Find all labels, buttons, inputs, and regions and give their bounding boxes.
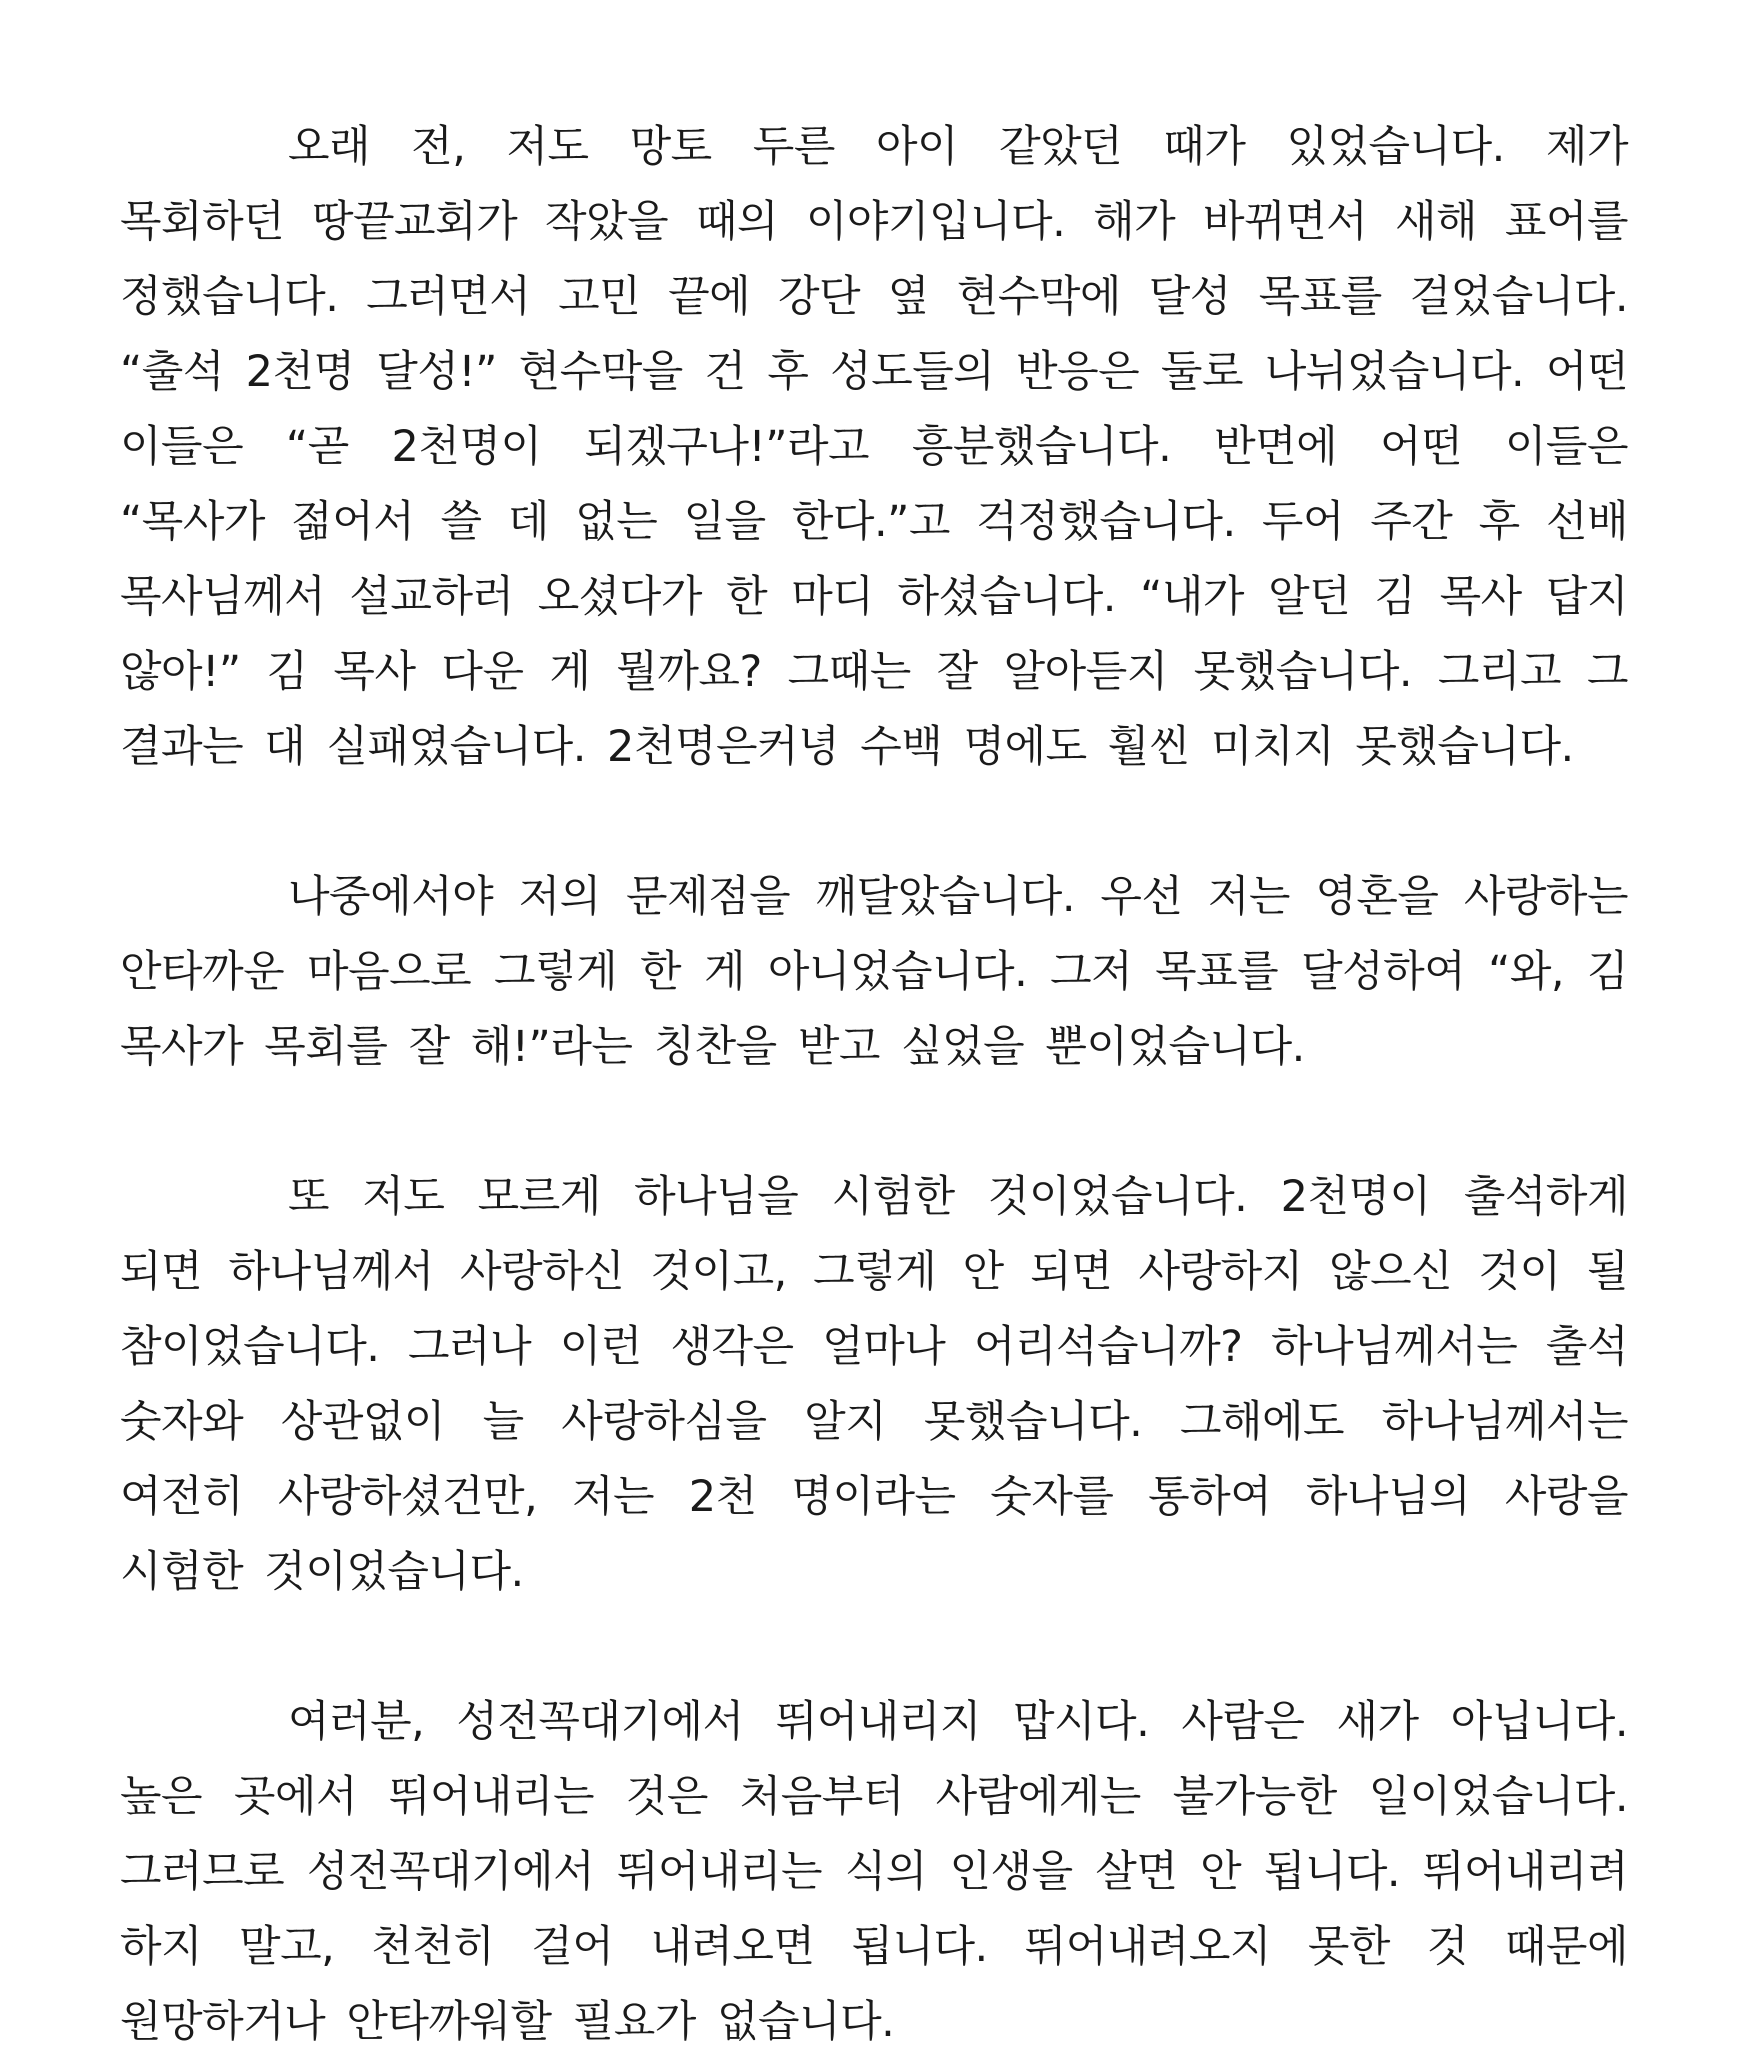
document-page bbox=[120, 110, 1628, 2060]
paragraph-3: 또 저도 모르게 하나님을 시험한 것이었습니다. 2천명이 출석하게 되면 하나님께서 사랑하신 것이고, 그렇게 안 되면 사랑하지 않으신 것이 될 참이었습니다. 그러나 이런 생각은 얼마나 어리석습니까? 하나님께서는 출석 숫자와 상관없이 늘 사랑하심을 알지 못했습니다. 그해에도 하나님께서는 여전히 사랑하셨건만, 저는 2천 명이라는 숫자를 통하여 하나님의 사랑을 시험한 것이었습니다. bbox=[120, 1172, 1628, 1597]
paragraph-1: 오래 전, 저도 망토 두른 아이 같았던 때가 있었습니다. 제가 목회하던 땅끝교회가 작았을 때의 이야기입니다. 해가 바뀌면서 새해 표어를 정했습니다. 그러면서 고민 끝에 강단 옆 현수막에 달성 목표를 걸었습니다. “출석 2천명 달성!” 현수막을 건 후 성도들의 반응은 둘로 나뉘었습니다. 어떤 이들은 “곧 2천명이 되겠구나!”라고 흥분했습니다. 반면에 어떤 이들은 “목사가 젊어서 쓸 데 없는 일을 한다.”고 걱정했습니다. 두어 주간 후 선배 목사님께서 설교하러 오셨다가 한 마디 하셨습니다. “내가 알던 김 목사 답지 않아!” 김 목사 다운 게 뭘까요? 그때는 잘 알아듣지 못했습니다. 그리고 그 결과는 대 실패였습니다. 2천명은커녕 수백 명에도 훨씬 미치지 못했습니다. bbox=[120, 122, 1628, 772]
paragraph-2: 나중에서야 저의 문제점을 깨달았습니다. 우선 저는 영혼을 사랑하는 안타까운 마음으로 그렇게 한 게 아니었습니다. 그저 목표를 달성하여 “와, 김 목사가 목회를 잘 해!”라는 칭찬을 받고 싶었을 뿐이었습니다. bbox=[120, 872, 1629, 1072]
paragraph-4: 여러분, 성전꼭대기에서 뛰어내리지 맙시다. 사람은 새가 아닙니다. 높은 곳에서 뛰어내리는 것은 처음부터 사람에게는 불가능한 일이었습니다. 그러므로 성전꼭대기에서 뛰어내리는 식의 인생을 살면 안 됩니다. 뛰어내리려 하지 말고, 천천히 걸어 내려오면 됩니다. 뛰어내려오지 못한 것 때문에 원망하거나 안타까워할 필요가 없습니다. bbox=[120, 1697, 1628, 2047]
